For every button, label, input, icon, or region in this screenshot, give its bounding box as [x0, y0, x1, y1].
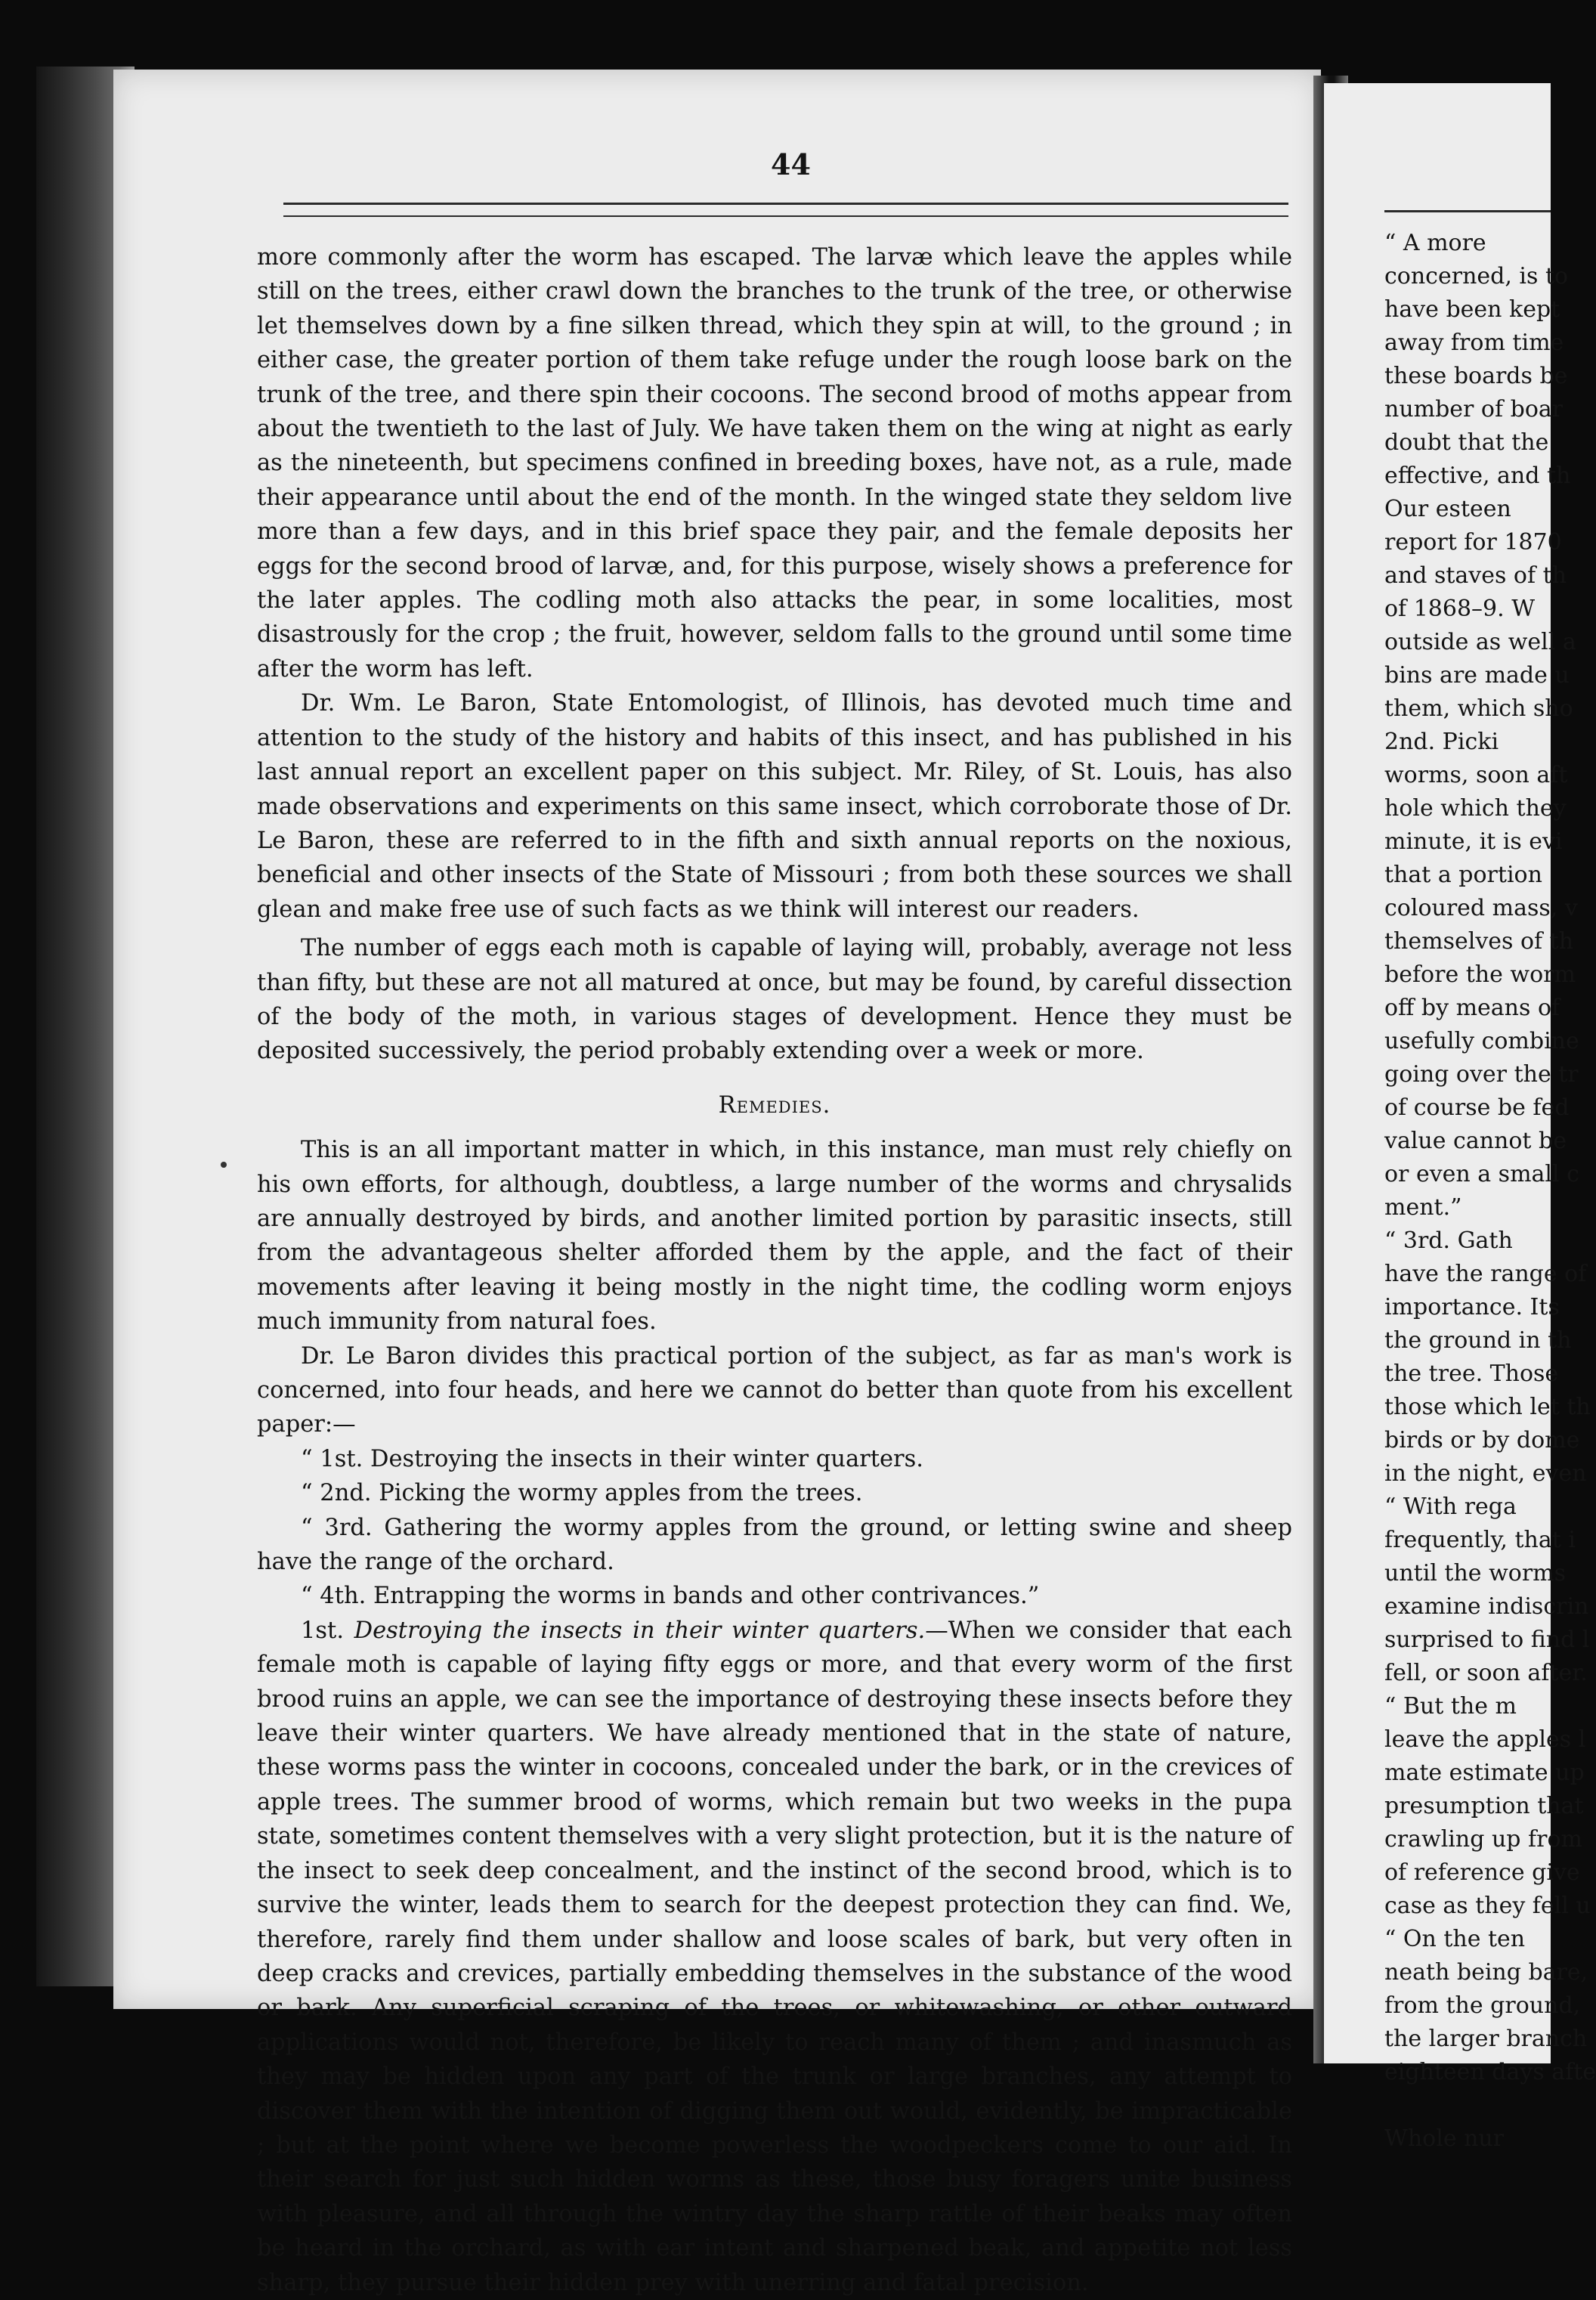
right-page-line: neath being bare,: [1384, 1959, 1588, 1986]
paragraph: [257, 1614, 1292, 2300]
right-page-line: [1384, 2089, 1558, 2122]
right-page-line: number of boar: [1384, 396, 1564, 423]
paragraph-lead: 1st.: [301, 1617, 345, 1644]
right-page-line: importance. Its: [1384, 1294, 1560, 1320]
right-page-line: mate estimate up: [1384, 1760, 1585, 1786]
right-page-line: case as they fell u: [1384, 1893, 1591, 1919]
right-page-line: outside as well a: [1384, 629, 1576, 655]
right-page-line: value cannot be: [1384, 1128, 1567, 1154]
right-page-line: them, which sho: [1384, 695, 1573, 722]
list-item: “ 2nd. Picking the wormy apples from the trees.: [301, 1480, 863, 1507]
right-page-line: of course be fed: [1384, 1094, 1570, 1121]
right-page-line: report for 1870: [1384, 529, 1562, 556]
right-page-line: until the worms: [1384, 1560, 1567, 1586]
right-page-line: and staves of th: [1384, 562, 1567, 589]
right-page-line: worms, soon aft: [1384, 762, 1568, 788]
right-page-line: before the worm: [1384, 961, 1576, 988]
paragraph: This is an all important matter in which, in this instance, man must rely chiefly on his own efforts, for although, doubtless, a large number of the worms and chrysalids are annually destroyed by birds, and another limited portion by parasitic insects, still from the advantageous shelter afforded them by the apple, and the fact of their movements after leaving it being mostly in the night time, the codling worm enjoys much immunity from natural foes.: [257, 1137, 1292, 1336]
paragraph-body: —When we consider that each female moth is capable of laying fifty eggs or more, and that every worm of the first brood ruins an apple, we can see the importance of destroying these insects before they leave their winter quarters. We have already mentioned that in the state of nature, these worms pass the winter in cocoons, concealed under the bark, or in the crevices of apple trees. The summer brood of worms, which remain but two weeks in the pupa state, sometimes content themselves with a very slight protection, but it is the nature of the insect to seek deep concealment, and the instinct of the second brood, which is to survive the winter, leads them to search for the deepest protection they can find. We, therefore, rarely find them under shallow and loose scales of bark, but very often in deep cracks and crevices, partially embedding themselves in the substance of the wood or bark. Any superficial scraping of the trees, or whitewashing, or other outward applications would not, therefore, be likely to reach many of them ; and inasmuch as they may be hidden upon any part of the trunk or large branches, any attempt to discover them with the intention of digging them out would, evidently, be impracticable ; but at the point where we become powerless the woodpeckers come to our aid. In their search for just such hidden worms as these, those busy foragers unite business with pleasure, and all through the wintry day the sharp rattle of their beaks may often be heard in the orchard, as with ear intent and sharpened beak, and appetite not less sharp, they pursue their hidden prey with unerring and fatal precision.: [257, 1617, 1292, 2296]
right-page-line: away from time: [1384, 330, 1564, 356]
right-page-line: these boards be: [1384, 363, 1568, 389]
right-page-line: those which let th: [1384, 1394, 1591, 1420]
page-number: 44: [771, 147, 811, 181]
right-page-line: that a portion: [1384, 862, 1542, 888]
right-page-line: have the range of: [1384, 1261, 1587, 1287]
right-page-line: “ On the ten: [1384, 1926, 1526, 1952]
right-page-line: themselves of th: [1384, 928, 1574, 955]
right-page-line: in the night, even: [1384, 1460, 1587, 1487]
right-page-line: “ A more: [1384, 230, 1486, 256]
right-page-line: the larger branch: [1384, 2026, 1588, 2052]
right-page-line: “ But the m: [1384, 1693, 1517, 1720]
paragraph: Dr. Le Baron divides this practical portion of the subject, as far as man's work is concerned, into four heads, and here we cannot do better than quote from his excellent paper:—: [257, 1342, 1292, 1438]
right-page-line: Our esteen: [1384, 496, 1511, 522]
right-page-line: presumption that: [1384, 1793, 1584, 1819]
italic-heading: Destroying the insects in their winter quarters.: [354, 1617, 926, 1644]
paragraph: more commonly after the worm has escaped. The larvæ which leave the apples while still on the trees, either crawl down the branches to the trunk of the tree, or otherwise let themselves down by a fine silken thread, which they spin at will, to the ground ; in either case, the greater portion of them take refuge under the rough loose bark on the trunk of the tree, and there spin their cocoons. The second brood of moths appear from about the twentieth to the last of July. We have taken them on the wing at night as early as the nineteenth, but specimens confined in breeding boxes, have not, as a rule, made their appearance until about the end of the month. In the winged state they seldom live more than a few days, and in this brief space they pair, and the female deposits her eggs for the second brood of larvæ, and, for this purpose, wisely shows a preference for the later apples. The codling moth also attacks the pear, in some localities, most disastrously for the crop ; the fruit, however, seldom falls to the ground until some time after the worm has left.: [257, 244, 1292, 683]
right-page-line: of 1868–9. W: [1384, 596, 1536, 622]
right-page-line: eighteen days afte: [1384, 2059, 1596, 2085]
right-header-rule: [1384, 210, 1551, 212]
right-page-line: doubt that the: [1384, 429, 1549, 456]
right-page-line: off by means of: [1384, 995, 1560, 1021]
right-page-line: the tree. Those: [1384, 1360, 1559, 1387]
right-page-line: “ 3rd. Gath: [1384, 1227, 1513, 1254]
right-page-line: effective, and th: [1384, 463, 1571, 489]
section-heading: Remedies.: [718, 1091, 831, 1119]
list-item: “ 1st. Destroying the insects in their winter quarters.: [301, 1445, 923, 1472]
ink-mark: [221, 1162, 227, 1168]
right-page-line: ment.”: [1384, 1194, 1462, 1221]
right-page-line: minute, it is evi: [1384, 828, 1563, 855]
right-page-line: crawling up from: [1384, 1826, 1582, 1853]
right-page-line: concerned, is to: [1384, 263, 1569, 289]
right-page-line: frequently, that i: [1384, 1527, 1576, 1553]
right-page-line: the ground in th: [1384, 1327, 1572, 1354]
right-page-line: have been kept: [1384, 296, 1560, 323]
right-page-line: hole which they: [1384, 795, 1567, 822]
header-rule: [283, 203, 1288, 217]
right-page-line: going over the tr: [1384, 1061, 1579, 1088]
right-page-line: or even a small c: [1384, 1161, 1579, 1187]
right-page-text: [1384, 227, 1596, 2156]
right-page-line: Whole nur: [1384, 2125, 1505, 2152]
list-item: “ 4th. Entrapping the worms in bands and other contrivances.”: [301, 1583, 1040, 1610]
right-page-line: 2nd. Picki: [1384, 729, 1499, 755]
right-page-line: fell, or soon after.: [1384, 1660, 1588, 1686]
right-page-line: birds or by dome: [1384, 1427, 1580, 1453]
right-page-line: surprised to find l: [1384, 1627, 1590, 1653]
right-page-line: examine indiscrin: [1384, 1593, 1589, 1620]
paragraph: Dr. Wm. Le Baron, State Entomologist, of Illinois, has devoted much time and attention to the study of the history and habits of this insect, and has published in his last annual report an excellent paper on this subject. Mr. Riley, of St. Louis, has also made observations and experiments on this same insect, which corroborate those of Dr. Le Baron, these are referred to in the fifth and sixth annual reports on the noxious, beneficial and other insects of the State of Missouri ; from both these sources we shall glean and make free use of such facts as we think will interest our readers.: [257, 690, 1292, 923]
right-page-line: of reference give: [1384, 1859, 1580, 1886]
right-page-line: coloured mass, v: [1384, 895, 1578, 921]
right-page-line: leave the apples l: [1384, 1726, 1586, 1753]
right-page-line: from the ground,: [1384, 1992, 1581, 2019]
list-item: “ 3rd. Gathering the wormy apples from the ground, or letting swine and sheep have the range of the orchard.: [257, 1514, 1292, 1576]
paragraph: The number of eggs each moth is capable of laying will, probably, average not less than fifty, but these are not all matured at once, but may be found, by careful dissection of the body of the moth, in various stages of development. Hence they must be deposited successively, the period probably extending over a week or more.: [257, 935, 1292, 1065]
main-text: [257, 240, 1292, 2300]
right-page-line: “ With rega: [1384, 1494, 1517, 1520]
right-page-line: usefully combine: [1384, 1028, 1579, 1054]
right-page-line: bins are made u: [1384, 662, 1570, 689]
